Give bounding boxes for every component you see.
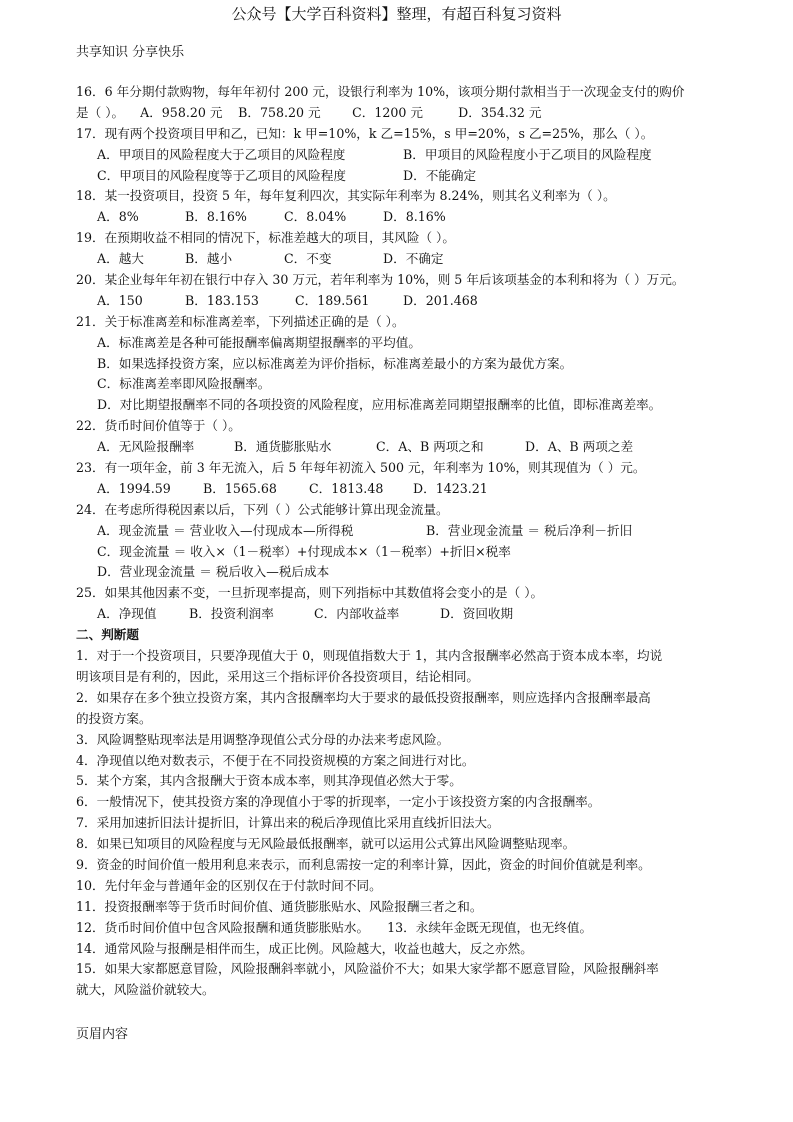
option-d: D．1423.21 bbox=[413, 480, 488, 496]
judgment-15-line2: 就大，风险溢价就较大。 bbox=[76, 982, 215, 998]
option-a: A．958.20 元 bbox=[140, 104, 223, 120]
page-banner: 公众号【大学百科资料】整理，有超百科复习资料 bbox=[231, 5, 562, 23]
judgment-2-line2: 的投资方案。 bbox=[76, 710, 152, 726]
option-c: C．标准离差率即风险报酬率。 bbox=[97, 376, 271, 392]
question-20-options bbox=[76, 291, 726, 312]
judgment-12-13 bbox=[76, 918, 726, 939]
judgment-12: 12．货币时间价值中包含风险报酬和通货膨胀贴水。 bbox=[76, 919, 370, 935]
option-b: B．甲项目的风险程度小于乙项目的风险程度 bbox=[403, 146, 652, 162]
question-16-stem: 16．6 年分期付款购物，每年年初付 200 元，设银行利率为 10%，该项分期付款相当于一次现金支付的购价 bbox=[76, 84, 685, 99]
option-b: B．通货膨胀贴水 bbox=[234, 439, 332, 455]
option-c: C．甲项目的风险程度等于乙项目的风险程度 bbox=[97, 167, 346, 183]
option-c: C．内部收益率 bbox=[314, 606, 400, 622]
judgment-8: 8．如果已知项目的风险程度与无风险最低报酬率，就可以运用公式算出风险调整贴现率。 bbox=[76, 836, 576, 852]
judgment-7: 7．采用加速折旧法计提折旧，计算出来的税后净现值比采用直线折旧法大。 bbox=[76, 815, 500, 831]
option-d: D．A、B 两项之差 bbox=[525, 439, 634, 455]
page-footer: 页眉内容 bbox=[76, 1027, 129, 1042]
option-d: D．营业现金流量 ＝ 税后收入—税后成本 bbox=[97, 564, 330, 580]
option-b: B．如果选择投资方案，应以标准离差为评价指标，标准离差最小的方案为最优方案。 bbox=[97, 355, 573, 371]
option-a: A．1994.59 bbox=[97, 480, 171, 496]
judgment-2-line1: 2．如果存在多个独立投资方案，其内含报酬率均大于要求的最低投资报酬率，则应选择内含报酬率最高 bbox=[76, 689, 651, 705]
option-a: A．甲项目的风险程度大于乙项目的风险程度 bbox=[97, 146, 346, 162]
option-b: B．8.16% bbox=[185, 209, 247, 225]
question-17-options-row1 bbox=[76, 145, 726, 166]
option-a: A．越大 bbox=[97, 251, 144, 267]
option-d: D．354.32 元 bbox=[458, 104, 542, 120]
judgment-4: 4．净现值以绝对数表示，不便于在不同投资规模的方案之间进行对比。 bbox=[76, 752, 475, 768]
page-subtitle: 共享知识 分享快乐 bbox=[76, 45, 185, 60]
document-body bbox=[76, 82, 726, 1001]
option-d: D．不确定 bbox=[383, 251, 444, 267]
option-c: C．189.561 bbox=[295, 292, 370, 308]
option-d: D．不能确定 bbox=[403, 167, 477, 183]
judgment-15-line1: 15．如果大家都愿意冒险，风险报酬斜率就小，风险溢价不大；如果大家学都不愿意冒险，风险报酬斜率 bbox=[76, 961, 659, 977]
section-heading: 二、判断题 bbox=[76, 627, 139, 643]
question-17-stem: 17．现有两个投资项目甲和乙，已知：k 甲=10%，k 乙=15%，s 甲=20%，s 乙=25%，那么（ ）。 bbox=[76, 125, 654, 141]
option-c: C．A、B 两项之和 bbox=[376, 439, 484, 455]
question-19-options bbox=[76, 249, 726, 270]
option-d: D．201.468 bbox=[403, 292, 478, 308]
question-21-stem: 21．关于标准离差和标准离差率，下列描述正确的是（ ）。 bbox=[76, 313, 405, 329]
option-a: A．无风险报酬率 bbox=[97, 439, 195, 455]
option-a: A．净现值 bbox=[97, 606, 157, 622]
option-b: B．营业现金流量 ＝ 税后净利－折旧 bbox=[426, 522, 633, 538]
question-18-stem: 18．某一投资项目，投资 5 年，每年复利四次，其实际年利率为 8.24%，则其名义利率为（ ）。 bbox=[76, 188, 616, 204]
option-a: A．标准离差是各种可能报酬率偏离期望报酬率的平均值。 bbox=[97, 334, 421, 350]
question-19-stem: 19．在预期收益不相同的情况下，标准差越大的项目，其风险（ ）。 bbox=[76, 230, 455, 246]
question-23-options bbox=[76, 479, 726, 500]
option-b: B．758.20 元 bbox=[238, 104, 321, 120]
judgment-10: 10．先付年金与普通年金的区别仅在于付款时间不同。 bbox=[76, 877, 382, 893]
question-22-stem: 22．货币时间价值等于（ ）。 bbox=[76, 418, 241, 434]
question-17-options-row2 bbox=[76, 166, 726, 187]
judgment-5: 5．某个方案，其内含报酬大于资本成本率，则其净现值必然大于零。 bbox=[76, 773, 462, 789]
question-18-options bbox=[76, 207, 726, 228]
question-23-stem: 23．有一项年金，前 3 年无流入，后 5 年每年初流入 500 元，年利率为 10%，则其现值为（ ）元。 bbox=[76, 460, 646, 476]
question-24-stem: 24．在考虑所得税因素以后，下列（ ）公式能够计算出现金流量。 bbox=[76, 501, 449, 517]
option-d: D．对比期望报酬率不同的各项投资的风险程度，应用标准离差同期望报酬率的比值，即标准离差率。 bbox=[97, 397, 662, 413]
option-b: B．1565.68 bbox=[203, 480, 277, 496]
option-c: C．不变 bbox=[284, 251, 332, 267]
question-25-stem: 25．如果其他因素不变，一旦折现率提高，则下列指标中其数值将会变小的是（ ）。 bbox=[76, 585, 544, 601]
option-b: B．投资利润率 bbox=[189, 606, 274, 622]
judgment-14: 14．通常风险与报酬是相伴而生，成正比例。风险越大，收益也越大，反之亦然。 bbox=[76, 940, 533, 956]
question-24-options-row1 bbox=[76, 521, 726, 542]
judgment-9: 9．资金的时间价值一般用利息来表示，而利息需按一定的利率计算，因此，资金的时间价值就是利率。 bbox=[76, 856, 651, 872]
option-d: D．资回收期 bbox=[440, 606, 514, 622]
judgment-6: 6．一般情况下，使其投资方案的净现值小于零的折现率，一定小于该投资方案的内含报酬率。 bbox=[76, 794, 601, 810]
question-20-stem: 20．某企业每年年初在银行中存入 30 万元，若年利率为 10%，则 5 年后该项基金的本利和将为（ ）万元。 bbox=[76, 272, 685, 288]
option-a: A．150 bbox=[97, 292, 143, 308]
option-b: B．183.153 bbox=[185, 292, 259, 308]
judgment-13: 13．永续年金既无现值，也无终值。 bbox=[387, 919, 593, 935]
question-16-options bbox=[76, 103, 726, 124]
option-b: B．越小 bbox=[185, 251, 233, 267]
question-25-options bbox=[76, 604, 726, 625]
judgment-11: 11．投资报酬率等于货币时间价值、通货膨胀贴水、风险报酬三者之和。 bbox=[76, 898, 483, 914]
question-22-options bbox=[76, 437, 726, 458]
option-c: C．1200 元 bbox=[352, 104, 424, 120]
option-a: A．现金流量 ＝ 营业收入—付现成本—所得税 bbox=[97, 522, 354, 538]
judgment-1-line2: 明该项目是有利的，因此，采用这三个指标评价各投资项目，结论相同。 bbox=[76, 668, 479, 684]
option-d: D．8.16% bbox=[383, 209, 446, 225]
option-a: A．8% bbox=[97, 209, 139, 225]
judgment-1-line1: 1．对于一个投资项目，只要净现值大于 0，则现值指数大于 1，其内含报酬率必然高于资本成本率，均说 bbox=[76, 648, 663, 664]
option-c: C．8.04% bbox=[284, 209, 347, 225]
question-16-stem-end: 是（ ）。 bbox=[76, 104, 125, 120]
option-c: C．现金流量 ＝ 收入×（1－税率）+付现成本×（1－税率）+折旧×税率 bbox=[97, 543, 511, 559]
option-c: C．1813.48 bbox=[309, 480, 384, 496]
judgment-3: 3．风险调整贴现率法是用调整净现值公式分母的办法来考虑风险。 bbox=[76, 731, 450, 747]
